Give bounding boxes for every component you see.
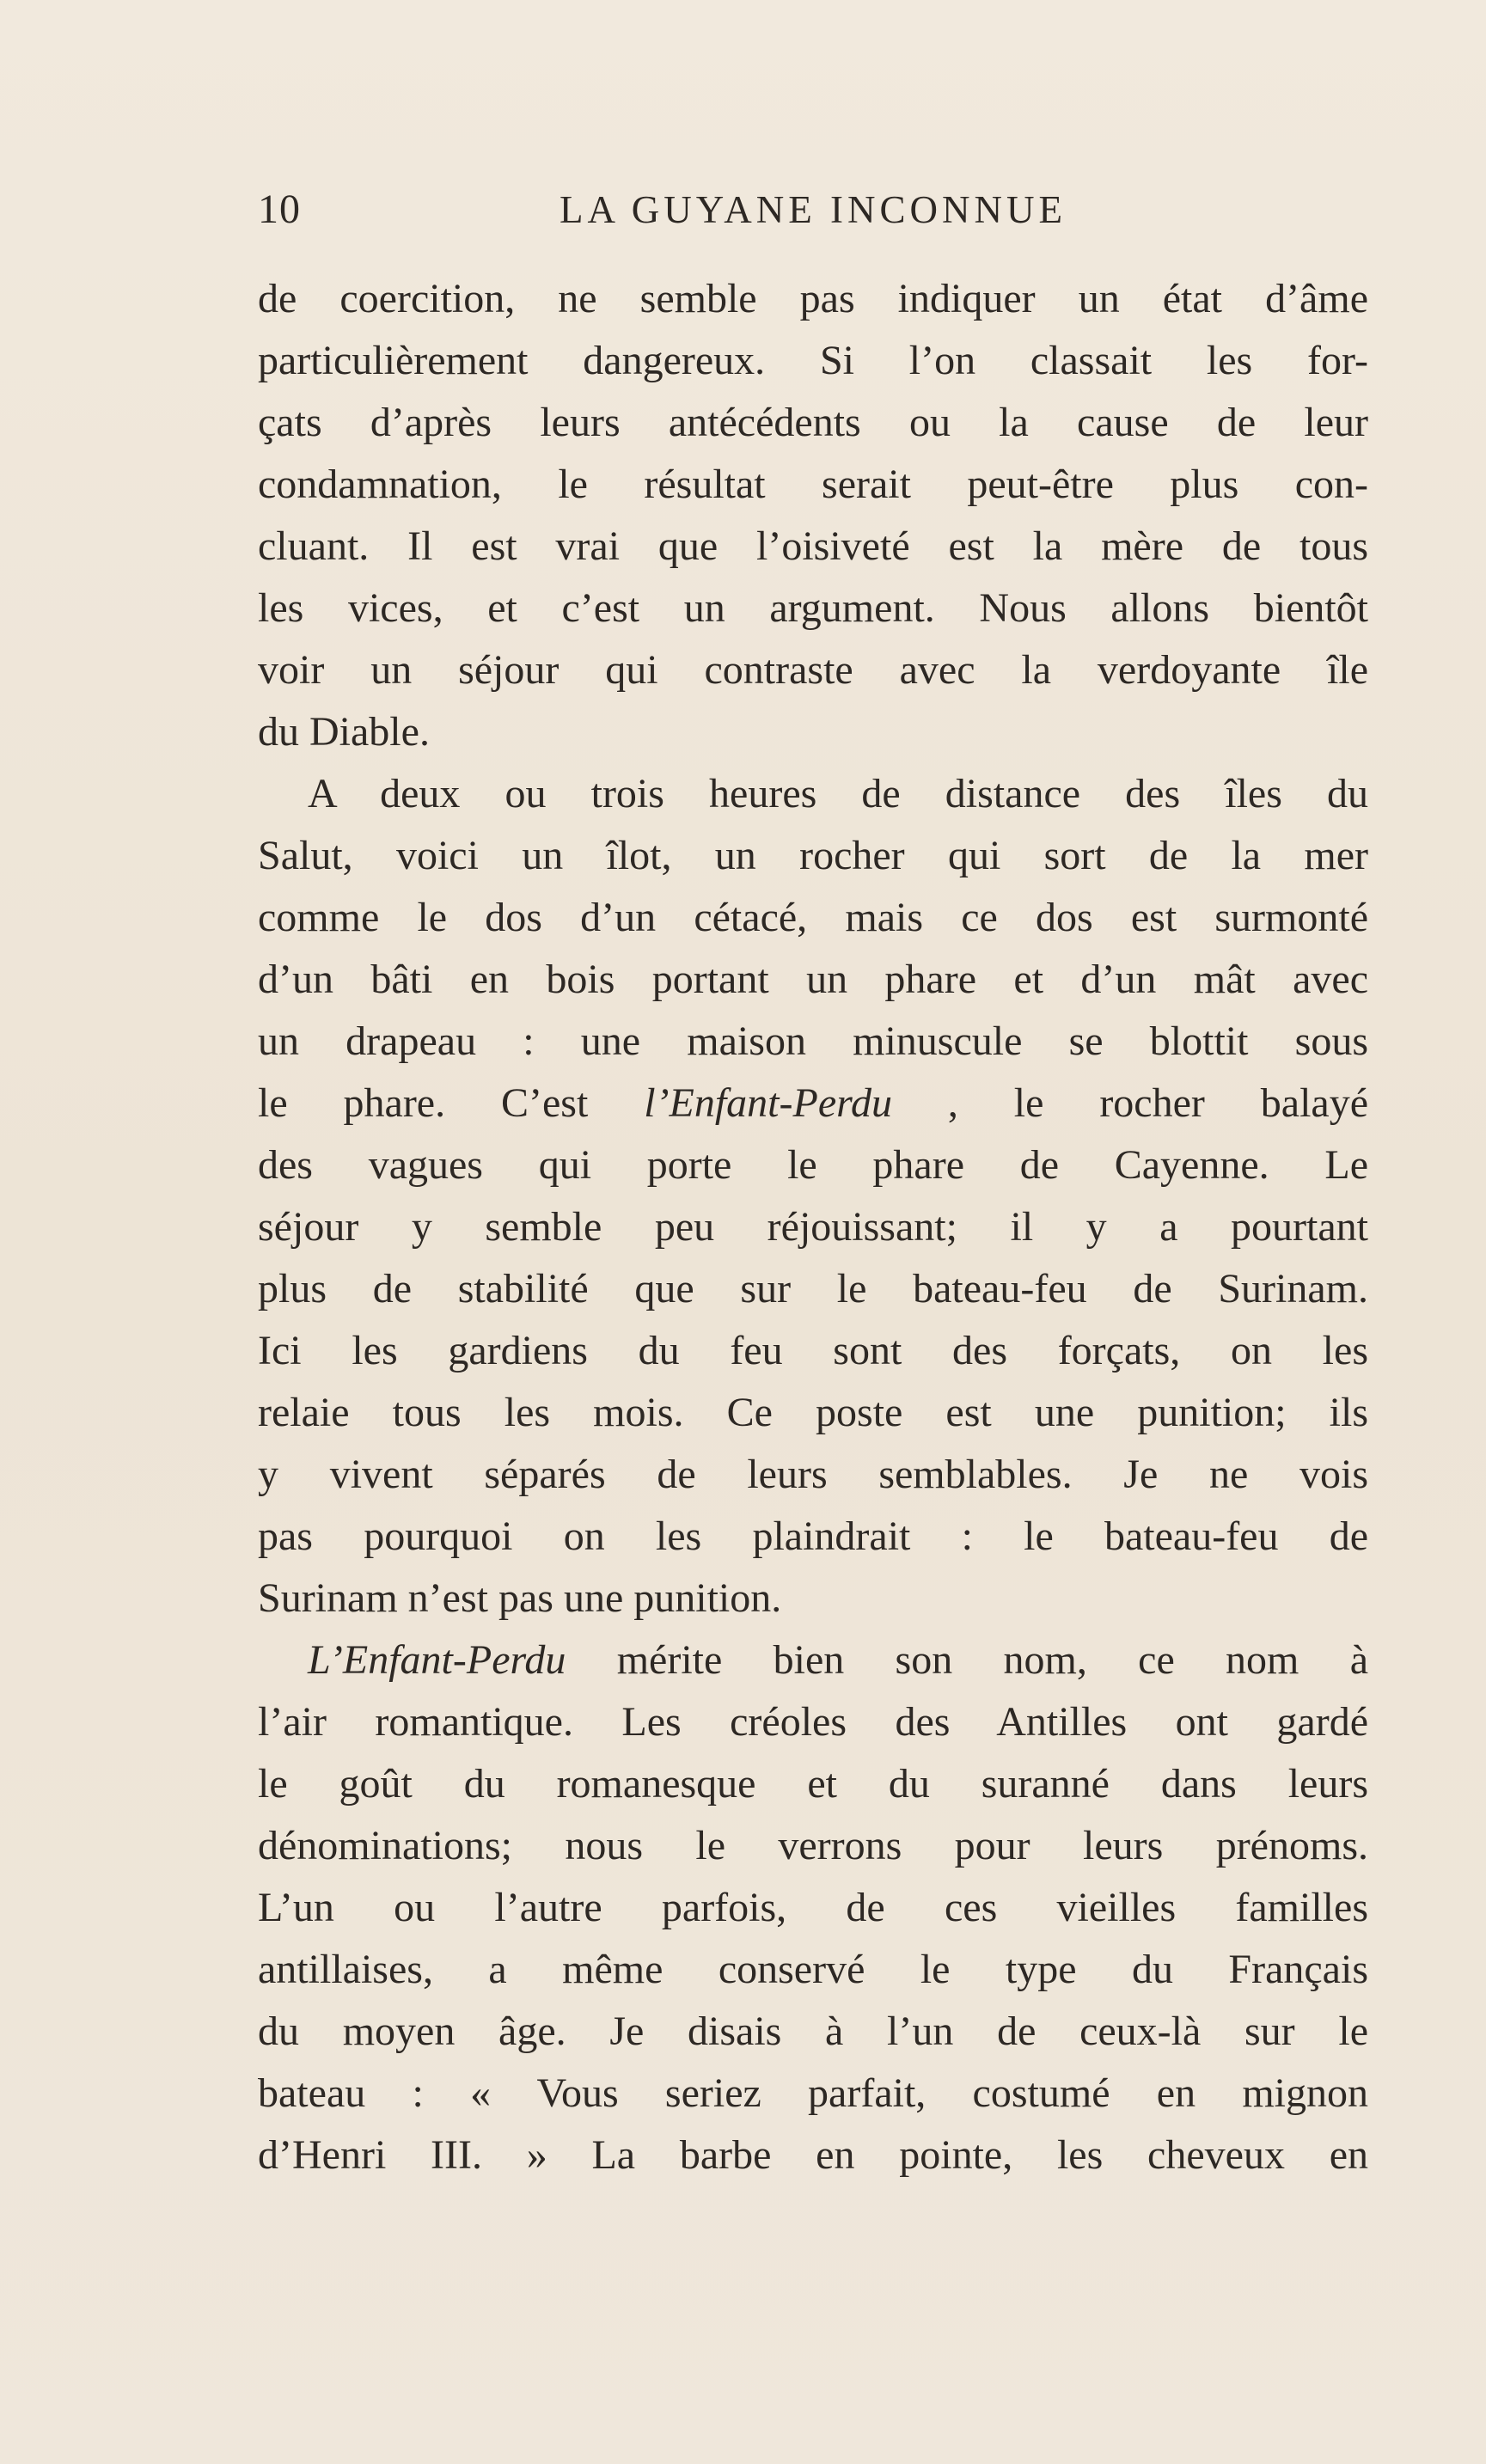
text-line-28: antillaises, a même conservé le type du Français	[258, 1947, 1368, 1992]
text-line-2: particulièrement dangereux. Si l’on classait les for-	[258, 338, 1368, 383]
text-line-9: A deux ou trois heures de distance des îles du	[308, 771, 1368, 816]
text-line-19: relaie tous les mois. Ce poste est une punition; ils	[258, 1390, 1368, 1435]
text-line-16: séjour y semble peu réjouissant; il y a pourtant	[258, 1204, 1368, 1250]
text-line-7: voir un séjour qui contraste avec la verdoyante île	[258, 647, 1368, 693]
text-line-21: pas pourquoi on les plaindrait : le bateau-feu de	[258, 1513, 1368, 1559]
text-line-23-end: mérite bien son nom, ce nom à	[616, 1637, 1368, 1683]
text-line-8: du Diable.	[258, 709, 430, 755]
text-line-27: L’un ou l’autre parfois, de ces vieilles familles	[258, 1885, 1368, 1930]
text-line-14	[258, 1073, 1368, 1134]
text-line-17: plus de stabilité que sur le bateau-feu de Surinam.	[258, 1266, 1368, 1311]
text-line-11: comme le dos d’un cétacé, mais ce dos est surmonté	[258, 895, 1368, 940]
text-line-24: l’air romantique. Les créoles des Antilles ont gardé	[258, 1699, 1368, 1745]
text-line-29: du moyen âge. Je disais à l’un de ceux-là sur le	[258, 2008, 1368, 2054]
text-line-14-start: le phare. C’est	[258, 1080, 589, 1126]
text-line-25: le goût du romanesque et du suranné dans leurs	[258, 1761, 1368, 1807]
text-line-6: les vices, et c’est un argument. Nous allons bientôt	[258, 585, 1368, 631]
italic-enfant-perdu-2: L’Enfant-Perdu	[308, 1637, 566, 1683]
text-line-26: dénominations; nous le verrons pour leurs prénoms.	[258, 1823, 1368, 1868]
italic-enfant-perdu-1: l’Enfant-Perdu	[644, 1080, 893, 1126]
text-line-13: un drapeau : une maison minuscule se blottit sous	[258, 1018, 1368, 1064]
text-line-1: de coercition, ne semble pas indiquer un état d’âme	[258, 276, 1368, 321]
text-line-10: Salut, voici un îlot, un rocher qui sort de la mer	[258, 833, 1368, 878]
text-line-4: condamnation, le résultat serait peut-être plus con-	[258, 462, 1368, 507]
text-line-23	[258, 1629, 1368, 1691]
running-title: LA GUYANE INCONNUE	[560, 188, 1067, 231]
text-line-30: bateau : « Vous seriez parfait, costumé en mignon	[258, 2070, 1368, 2116]
page-number: 10	[258, 186, 301, 232]
body-text	[258, 268, 1368, 2186]
text-line-15: des vagues qui porte le phare de Cayenne. Le	[258, 1142, 1368, 1188]
text-line-12: d’un bâti en bois portant un phare et d’un mât avec	[258, 957, 1368, 1002]
text-line-31: d’Henri III. » La barbe en pointe, les cheveux en	[258, 2132, 1368, 2178]
text-line-20: y vivent séparés de leurs semblables. Je ne vois	[258, 1452, 1368, 1497]
text-line-22: Surinam n’est pas une punition.	[258, 1575, 782, 1621]
text-line-14-end: , le rocher balayé	[947, 1080, 1369, 1126]
text-line-18: Ici les gardiens du feu sont des forçats, on les	[258, 1328, 1368, 1373]
text-line-3: çats d’après leurs antécédents ou la cause de leur	[258, 400, 1368, 445]
text-line-5: cluant. Il est vrai que l’oisiveté est la mère de tous	[258, 523, 1368, 569]
page-header	[258, 184, 1368, 235]
